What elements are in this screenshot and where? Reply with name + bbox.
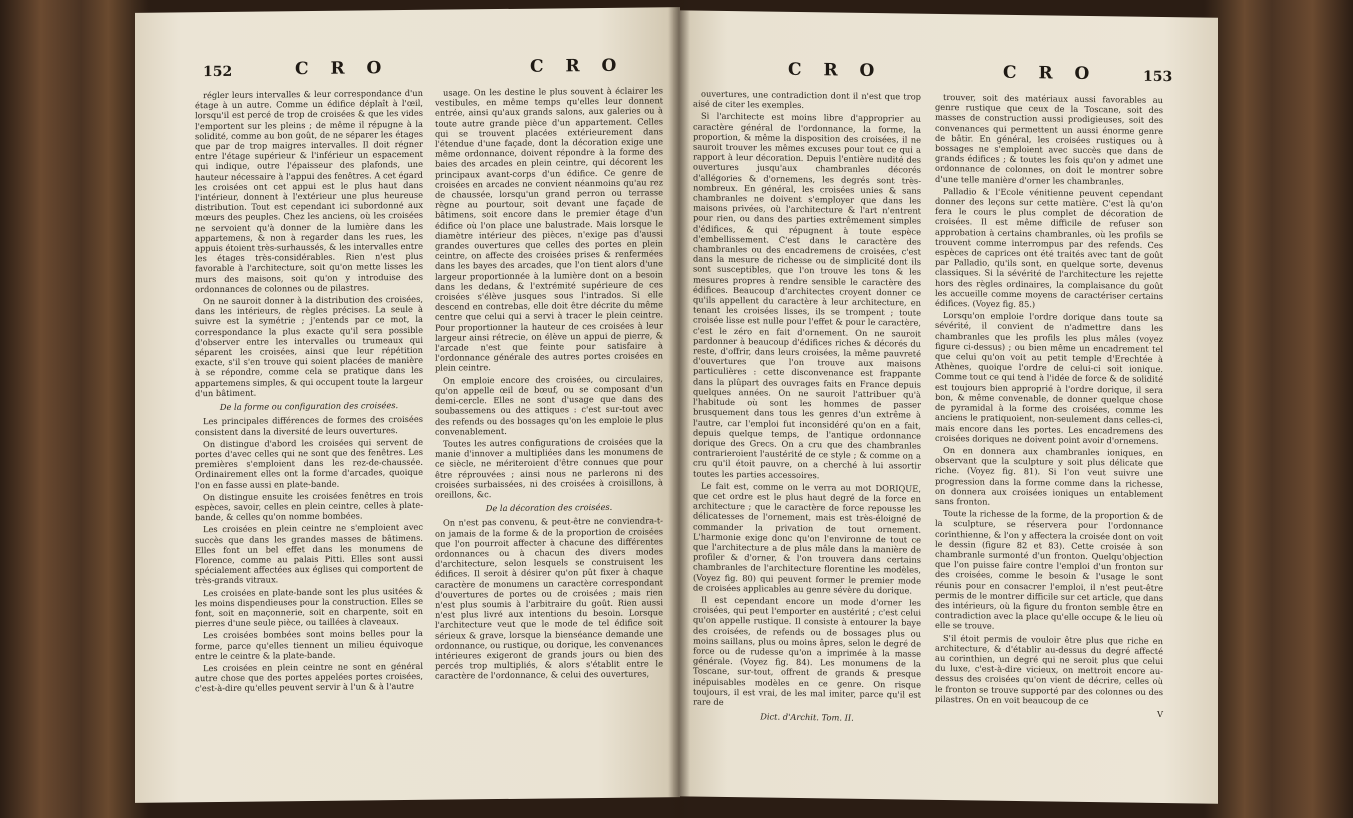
paragraph: Le fait est, comme on le verra au mot DORIQUE, que cet ordre est le plus haut degré de la force en architecture ; que le caractère de force repousse les délicatesses de l'ornement, mais est très-éloigné de commander la privation de tout ornement. L'harmonie exige donc qu'on l'environne de tout ce que l'architecture a de plus mâle dans la manière de profiler & d'orner, & l'on trouvera dans certains chambranles de l'architecture florentine les modèles, (Voyez fig. 80) qui peuvent former le premier mode de croisées applicables au genre sévère du dorique.	[693, 480, 921, 596]
paragraph: Si l'architecte est moins libre d'approprier au caractère général de l'ordonnance, la forme, la proportion, & même la disposition des croisées, il ne sauroit trouver les mêmes excuses pour tout ce qui a rapport à leur décoration. Depuis l'entière nudité des ouvertures jusqu'aux chambranles décorés d'allégories & d'ornemens, les degrés sont très-nombreux. En général, les croisées unies & sans chambranles ne doivent s'employer que dans les maisons privées, où l'architecture & l'art n'entrent pour rien, ou dans des parties extrêmement simples d'édifices, & qui répugnent à toute espèce d'embellissement. C'est dans le caractère des chambranles ou des encadremens de croisées, c'est dans la mesure de richesse ou de simplicité dont ils sont susceptibles, que l'on trouve les tons & les mesures propres à rendre sensible le caractère des édifices. Beaucoup d'architectes croyent donner ce qu'ils appellent du caractère à leur architecture, en tenant les croisées lisses, ils se trompent ; toute croisée lisse est nulle pour l'effet & pour le caractère, c'est le zéro en fait d'ornement. On ne sauroit pardonner à beaucoup d'édifices riches & décorés du reste, d'offrir, dans leurs croisées, la même pauvreté d'ouvertures que l'on trouve aux maisons particulières : cette disconvenance est frappante dans la plûpart des ouvrages faits en France depuis quelques années. On ne sauroit l'attribuer qu'à l'habitude où sont les hommes de passer brusquement dans tous les genres d'un extrême à l'autre, car l'emploi fut inconsidéré qu'on en a fait, depuis quelque temps, de l'antique ordonnance dorique des Grecs. On a cru que des chambranles contrarieroient l'austérité de ce style ; & comme on a cru qu'il étoit pauvre, on a cherché à lui assortir toutes les parties accessoires.	[693, 110, 921, 480]
paragraph: Les croisées en plein ceintre ne sont en général autre chose que des portes appelées portes croisées, c'est-à-dire qu'elles peuvent servir à l'un & à l'autre	[195, 660, 423, 694]
signature-mark: V	[1157, 708, 1163, 720]
left-column-2	[435, 85, 663, 683]
paragraph: régler leurs intervalles & leur correspondance d'un étage à un autre. Comme un édifice déplaît à l'œil, lorsqu'il est percé de trop de croisées & que les vides l'emportent sur les pleins ; de même il répugne à la solidité, comme au bon goût, de ne séparer les étages que par de trop maigres intervalles. Il doit régner entre l'étage supérieur & l'inférieur un espacement qui indique, outre l'épaisseur des plafonds, une hauteur nécessaire à l'appui des fenêtres. A cet égard les croisées ont cet appui est le plus haut dans l'intérieur, donnent à l'extérieur une plus heureuse distribution. Tout est cependant ici subordonné aux mœurs des peuples. Chez les anciens, où les croisées ne servoient qu'à donner de la lumière dans les appartemens, & non à regarder dans les rues, les appuis étoient très-surhaussés, & les intervalles entre les étages très-considérables. Rien n'est plus favorable à l'architecture, soit qu'on mette lisses les murs des maisons, soit qu'on y introduise des ordonnances de colonnes ou de pilastres.	[195, 87, 423, 295]
paragraph: Les principales différences de formes des croisées consistent dans la diversité de leurs ouvertures.	[195, 414, 423, 437]
paragraph: Palladio & l'Ecole vénitienne peuvent cependant donner des leçons sur cette matière. C'est là qu'on fera le cours le plus complet de décoration de croisées. Il est même difficile de refuser son approbation à certains chambranles, où les profils se trouvent comme interrompus par des refends. Ces espèces de caprices ont été traités avec tant de goût par Palladio, qu'ils sont, en quelque sorte, devenus classiques. Si la sévérité de l'architecture les rejette hors des règles ordinaires, la complaisance du goût les accueille comme moyens de caractériser certains édifices. (Voyez fig. 85.)	[935, 185, 1163, 310]
paragraph: Il est cependant encore un mode d'orner les croisées, qui peut l'emporter en austérité ; c'est celui qu'on appelle rustique. Il consiste à entourer la baye des croisées, de refends ou de bossages plus ou moins saillans, plus ou moins âpres, selon le degré de force ou de rudesse qu'on a imprimée à la masse générale. (Voyez fig. 84). Les monumens de la Toscane, sur-tout, offrent de grands & presque inépuisables modèles en ce genre. On risque toujours, il est vrai, de les mal imiter, parce qu'il est rare de	[693, 594, 921, 707]
right-page-number: 153	[1143, 68, 1173, 86]
paragraph: S'il étoit permis de vouloir être plus que riche en architecture, & d'établir au-dessus du degré affecté au corinthien, un degré qui ne seroit plus que celui du luxe, c'est-à-dire vicieux, on mettroit encore au-dessus des croisées qu'on vient de décrire, celles où le fronton se trouve supporté par des colonnes ou des pilastres. On en voit beaucoup de ce	[935, 632, 1163, 706]
paragraph: trouver, soit des matériaux aussi favorables au genre rustique que ceux de la Toscane, soit des masses de construction aussi prodigieuses, soit des convenances qui permettent un aussi énorme genre de bâtir. En général, les croisées rustiques ou à bossages ne s'emploient avec succès que dans de grands édifices ; & toutes les fois qu'on y admet une ordonnance de colonnes, on doit le montrer sobre d'une telle manière d'orner les chambranles.	[935, 91, 1163, 187]
left-page	[135, 7, 680, 803]
paragraph: Lorsqu'on emploie l'ordre dorique dans toute sa sévérité, il convient de n'admettre dans les chambranles que les profils les plus mâles (voyez figure ci-dessus) ; ou bien même un encadrement tel que celui qu'on voit au petit temple d'Erechtée à Athènes, quoique l'ordre de celui-ci soit ionique. Comme tout ce qui tend à l'idée de force & de solidité est toujours bien approprié à l'ordre dorique, il sera bon, & même convenable, de donner quelque chose de pyramidal à la forme des croisées, comme les anciens le pratiquoient, non-seulement dans celles-ci, mais encore dans les portes. Les encadremens des croisées doriques ne doivent point avoir d'ornemens.	[935, 310, 1163, 446]
paragraph: On ne sauroit donner à la distribution des croisées, dans les intérieurs, de règles précises. La seule à suivre est la symétrie ; j'entends par ce mot, la correspondance la plus exacte qu'il sera possible d'observer entre les intervalles ou trumeaux qui séparent les croisées, ainsi que leur répétition exacte, s'il s'en trouve qui soient placées de manière à se répondre, comme cela se pratique dans les appartemens simples, & qui occupent toute la largeur d'un bâtiment.	[195, 293, 423, 399]
paragraph: On distingue d'abord les croisées qui servent de portes d'avec celles qui ne sont que des fenêtres. Les premières s'emploient dans les rez-de-chaussée. Ordinairement elles ont la forme d'arcades, quoique l'on en fasse aussi en plate-bande.	[195, 436, 423, 490]
paragraph: Toute la richesse de la forme, de la proportion & de la sculpture, se réservera pour l'ordonnance corinthienne, & l'on y affectera la croisée dont on voit le dessin (figure 82 et 83). Cette croisée à son chambranle surmonté d'un fronton. Quelqu'objection que l'on puisse faire contre l'emploi d'un fronton sur des croisées, comme le besoin & l'usage le sont réunis pour en consacrer l'emploi, il n'est peut-être permis de le montrer difficile sur cet article, que dans des intérieurs, où la figure du fronton semble être en contradiction avec la place qu'elle occupe & le lieu où elle se trouve.	[935, 508, 1163, 632]
section-heading: De la décoration des croisées.	[485, 501, 613, 514]
left-page-number: 152	[203, 63, 233, 81]
paragraph: Toutes les autres configurations de croisées que la manie d'innover a multipliées dans les monumens de ce siècle, ne mériteroient d'être connues que pour être réprouvées ; ainsi nous ne parlerons ni des croisées surbaissées, ni des croisées à croisillons, à oreillons, &c.	[435, 436, 663, 500]
left-column-1	[195, 88, 423, 696]
paragraph: On distingue ensuite les croisées fenêtres en trois espèces, savoir, celles en plein ceintre, celles à plate-bande, & celles qu'on nomme bombées.	[195, 489, 423, 523]
left-running-head-2: C R O	[530, 55, 625, 77]
left-running-head-1: C R O	[295, 58, 390, 80]
page-footer: Dict. d'Archit. Tom. II.	[760, 711, 854, 723]
book-gutter	[668, 0, 690, 818]
right-column-1	[693, 88, 921, 726]
paragraph: Les croisées en plate-bande sont les plus usitées & les moins dispendieuses pour la construction. Elles se font, soit en maçonnerie, soit en charpente, soit en pierres d'une seule pièce, ou taillées à claveaux.	[195, 585, 423, 629]
right-running-head-2: C R O	[1003, 62, 1098, 85]
paragraph: Les croisées en plein ceintre ne s'emploient avec succès que dans les grandes masses de bâtimens. Elles font un bel effet dans les monumens de Florence, comme au palais Pitti. Elles sont aussi spécialement affectées aux églises qui comportent de très-grands vitraux.	[195, 522, 423, 586]
right-page	[673, 10, 1218, 804]
paragraph: On emploie encore des croisées, ou circulaires, qu'on appelle œil de bœuf, ou se composant d'un demi-cercle. Elles ne sont d'usage que dans des soubassemens ou des attiques : c'est sur-tout avec des refends ou des bossages qu'on les emploie le plus convenablement.	[435, 373, 663, 437]
paragraph: Les croisées bombées sont moins belles pour la forme, parce qu'elles tiennent un milieu équivoque entre le ceintre & la plate-bande.	[195, 628, 423, 661]
paragraph: On n'est pas convenu, & peut-être ne conviendra-t-on jamais de la forme & de la proportion de croisées que l'on pourroit affecter à chacune des différentes ordonnances ou à chacun des divers modes d'architecture, selon lesquels se construisent les édifices. Il seroit à désirer qu'on pût fixer à chaque caractère de monumens un caractère correspondant d'ouvertures de portes ou de croisées ; mais rien n'est plus soumis à l'arbitraire du goût. Rien aussi n'est plus livré aux intentions du besoin. Lorsque l'architecture veut que le mode de tel édifice soit sérieux & grave, lorsque la bienséance demande une ordonnance, ou rustique, ou dorique, les convenances intérieures exigeront de grands jours ou bien des percés trop multipliés, & alors s'établit entre le caractère de l'ordonnance, & celui des ouvertures,	[435, 515, 663, 682]
paragraph: ouvertures, une contradiction dont il n'est que trop aisé de citer les exemples.	[693, 88, 921, 111]
paragraph: usage. On les destine le plus souvent à éclairer les vestibules, en même temps qu'elles leur donnent entrée, ainsi qu'aux grands salons, aux galeries ou à toute autre grande pièce d'un appartement. Celles qui se trouvent placées extérieurement dans l'étendue d'une façade, dont la décoration exige une même ordonnance, doivent répondre à la forme des baies des arcades en plein ceintre, qui décorent les principaux avant-corps d'un édifice. Ce genre de croisées en arcades ne convient néanmoins qu'au rez de chaussée, lorsqu'un grand perron ou terrasse règne au pourtour, soit devant une façade de bâtimens, soit encore dans le premier étage d'un édifice où l'on place une balustrade. Mais lorsque le diamètre intérieur des pièces, n'exige pas d'aussi grandes ouvertures que celles des portes en plein ceintre, on affecte des croisées prises & renfermées dans les bayes des arcades, que l'on tient alors d'une largeur proportionnée à la lumière dont on a besoin dans les dedans, & l'extrémité supérieure de ces croisées s'élève jusques sous l'intrados. Si elle descend en contrebas, elle doit être décrite du même centre que celui qui a servi à tracer le plein ceintre. Pour proportionner la hauteur de ces croisées à leur largeur ainsi rétrecie, on élève un appui de pierre, & l'arcade n'est que feinte pour satisfaire à l'ordonnance générale des autres portes croisées en plein ceintre.	[435, 85, 663, 374]
right-column-2	[935, 92, 1163, 721]
paragraph: On en donnera aux chambranles ioniques, en observant que la sculpture y soit plus délicate que riche. (Voyez fig. 81). Si l'on veut suivre une progression dans la forme comme dans la richesse, on donnera aux croisées ioniques un entablement sans fronton.	[935, 444, 1163, 507]
right-running-head-1: C R O	[788, 59, 883, 82]
section-heading: De la forme ou configuration des croisées.	[219, 400, 399, 413]
